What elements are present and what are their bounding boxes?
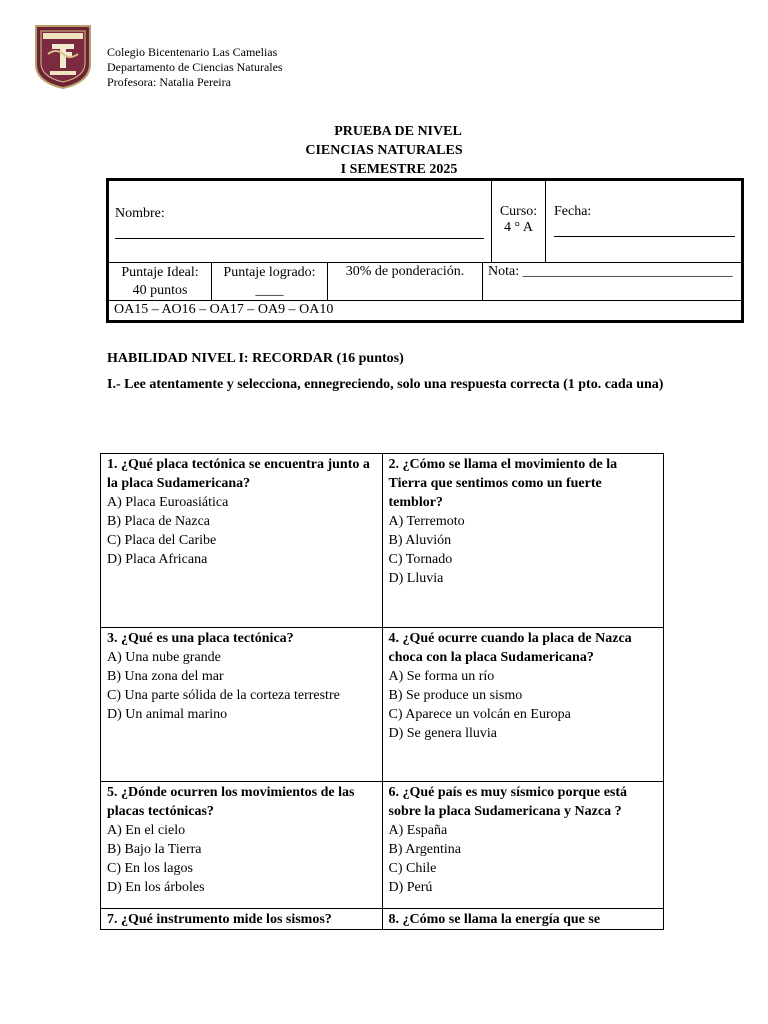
- question-row: [101, 909, 664, 930]
- question-text: 1. ¿Qué placa tectónica se encuentra junto a la placa Sudamericana?: [107, 457, 370, 491]
- puntaje-logrado-blank: ____: [255, 283, 284, 298]
- question-5: [101, 782, 383, 909]
- question-7: [101, 909, 383, 930]
- option[interactable]: A) En el cielo: [107, 823, 186, 838]
- fecha-label: Fecha:: [554, 204, 592, 219]
- nombre-cell[interactable]: [109, 181, 492, 262]
- question-text: 6. ¿Qué país es muy sísmico porque está sobre la placa Sudamericana y Nazca ?: [388, 785, 628, 819]
- option[interactable]: D) Un animal marino: [107, 707, 228, 722]
- question-6: [382, 782, 664, 909]
- question-text: 5. ¿Dónde ocurren los movimientos de las placas tectónicas?: [107, 785, 355, 819]
- puntaje-logrado-label: Puntaje logrado:: [223, 265, 316, 280]
- question-8: [382, 909, 664, 930]
- puntaje-ideal-cell: [109, 262, 212, 300]
- ponderacion-text: 30% de ponderación.: [345, 264, 465, 279]
- info-row-2: [109, 262, 741, 301]
- option[interactable]: A) Placa Euroasiática: [107, 495, 229, 510]
- curso-cell: [492, 181, 546, 262]
- option[interactable]: B) Bajo la Tierra: [107, 842, 202, 857]
- option[interactable]: A) España: [388, 823, 448, 838]
- fecha-line: [554, 236, 735, 237]
- info-row-1: [109, 181, 741, 263]
- option[interactable]: C) Una parte sólida de la corteza terrestre: [107, 688, 340, 703]
- objectives-text: OA15 – AO16 – OA17 – OA9 – OA10: [114, 302, 334, 317]
- option[interactable]: D) Lluvia: [388, 571, 444, 586]
- question-text: 7. ¿Qué instrumento mide los sismos?: [107, 912, 332, 927]
- option[interactable]: A) Se forma un río: [388, 669, 495, 684]
- nota-label: Nota: ______________________________: [488, 264, 733, 279]
- puntaje-ideal-label: Puntaje Ideal:: [121, 265, 199, 280]
- option[interactable]: B) Aluvión: [388, 533, 452, 548]
- option[interactable]: D) Se genera lluvia: [388, 726, 497, 741]
- nombre-label: Nombre:: [115, 206, 165, 221]
- option[interactable]: B) Placa de Nazca: [107, 514, 210, 529]
- question-text: 3. ¿Qué es una placa tectónica?: [107, 631, 294, 646]
- nombre-line: [115, 238, 484, 239]
- title-line-3: I SEMESTRE 2025: [340, 162, 458, 177]
- question-row: [101, 454, 664, 628]
- nota-cell[interactable]: [483, 262, 741, 300]
- question-2: [382, 454, 664, 628]
- question-3: [101, 628, 383, 782]
- question-text: 2. ¿Cómo se llama el movimiento de la Tierra que sentimos como un fuerte temblor?: [388, 457, 618, 510]
- question-text: 4. ¿Qué ocurre cuando la placa de Nazca choca con la placa Sudamericana?: [388, 631, 632, 665]
- option[interactable]: C) Aparece un volcán en Europa: [388, 707, 571, 722]
- question-text: 8. ¿Cómo se llama la energía que se: [388, 912, 601, 927]
- curso-label: Curso:: [499, 204, 538, 219]
- option[interactable]: C) Placa del Caribe: [107, 533, 217, 548]
- instruction-text: I.- Lee atentamente y selecciona, ennegreciendo, solo una respuesta correcta (1 pto. cada una): [107, 377, 664, 392]
- info-row-3: [109, 301, 741, 323]
- fecha-cell[interactable]: [546, 181, 741, 262]
- question-row: [101, 628, 664, 782]
- puntaje-ideal-value: 40 puntos: [132, 283, 188, 298]
- option[interactable]: D) Perú: [388, 880, 433, 895]
- title-line-1: PRUEBA DE NIVEL: [334, 124, 462, 139]
- option[interactable]: A) Terremoto: [388, 514, 465, 529]
- ponderacion-cell: [328, 262, 483, 300]
- school-logo: [34, 24, 92, 90]
- option[interactable]: B) Argentina: [388, 842, 461, 857]
- school-name: Colegio Bicentenario Las Camelias: [107, 45, 278, 59]
- option[interactable]: B) Una zona del mar: [107, 669, 224, 684]
- option[interactable]: C) Chile: [388, 861, 437, 876]
- option[interactable]: C) En los lagos: [107, 861, 193, 876]
- puntaje-logrado-cell[interactable]: [212, 262, 328, 300]
- question-4: [382, 628, 664, 782]
- option[interactable]: A) Una nube grande: [107, 650, 221, 665]
- option[interactable]: D) En los árboles: [107, 880, 205, 895]
- option[interactable]: C) Tornado: [388, 552, 453, 567]
- school-header: [107, 45, 283, 90]
- title-line-2: CIENCIAS NATURALES: [305, 143, 463, 158]
- department-name: Departamento de Ciencias Naturales: [107, 60, 283, 74]
- habilidad-heading: HABILIDAD NIVEL I: RECORDAR (16 puntos): [107, 351, 404, 366]
- option[interactable]: D) Placa Africana: [107, 552, 208, 567]
- curso-value: 4 ° A: [504, 220, 533, 235]
- question-row: [101, 782, 664, 909]
- teacher-name: Profesora: Natalia Pereira: [107, 75, 231, 89]
- questions-table: [100, 453, 664, 930]
- exam-title: [0, 122, 768, 179]
- option[interactable]: B) Se produce un sismo: [388, 688, 523, 703]
- question-1: [101, 454, 383, 628]
- student-info-table: [106, 178, 744, 323]
